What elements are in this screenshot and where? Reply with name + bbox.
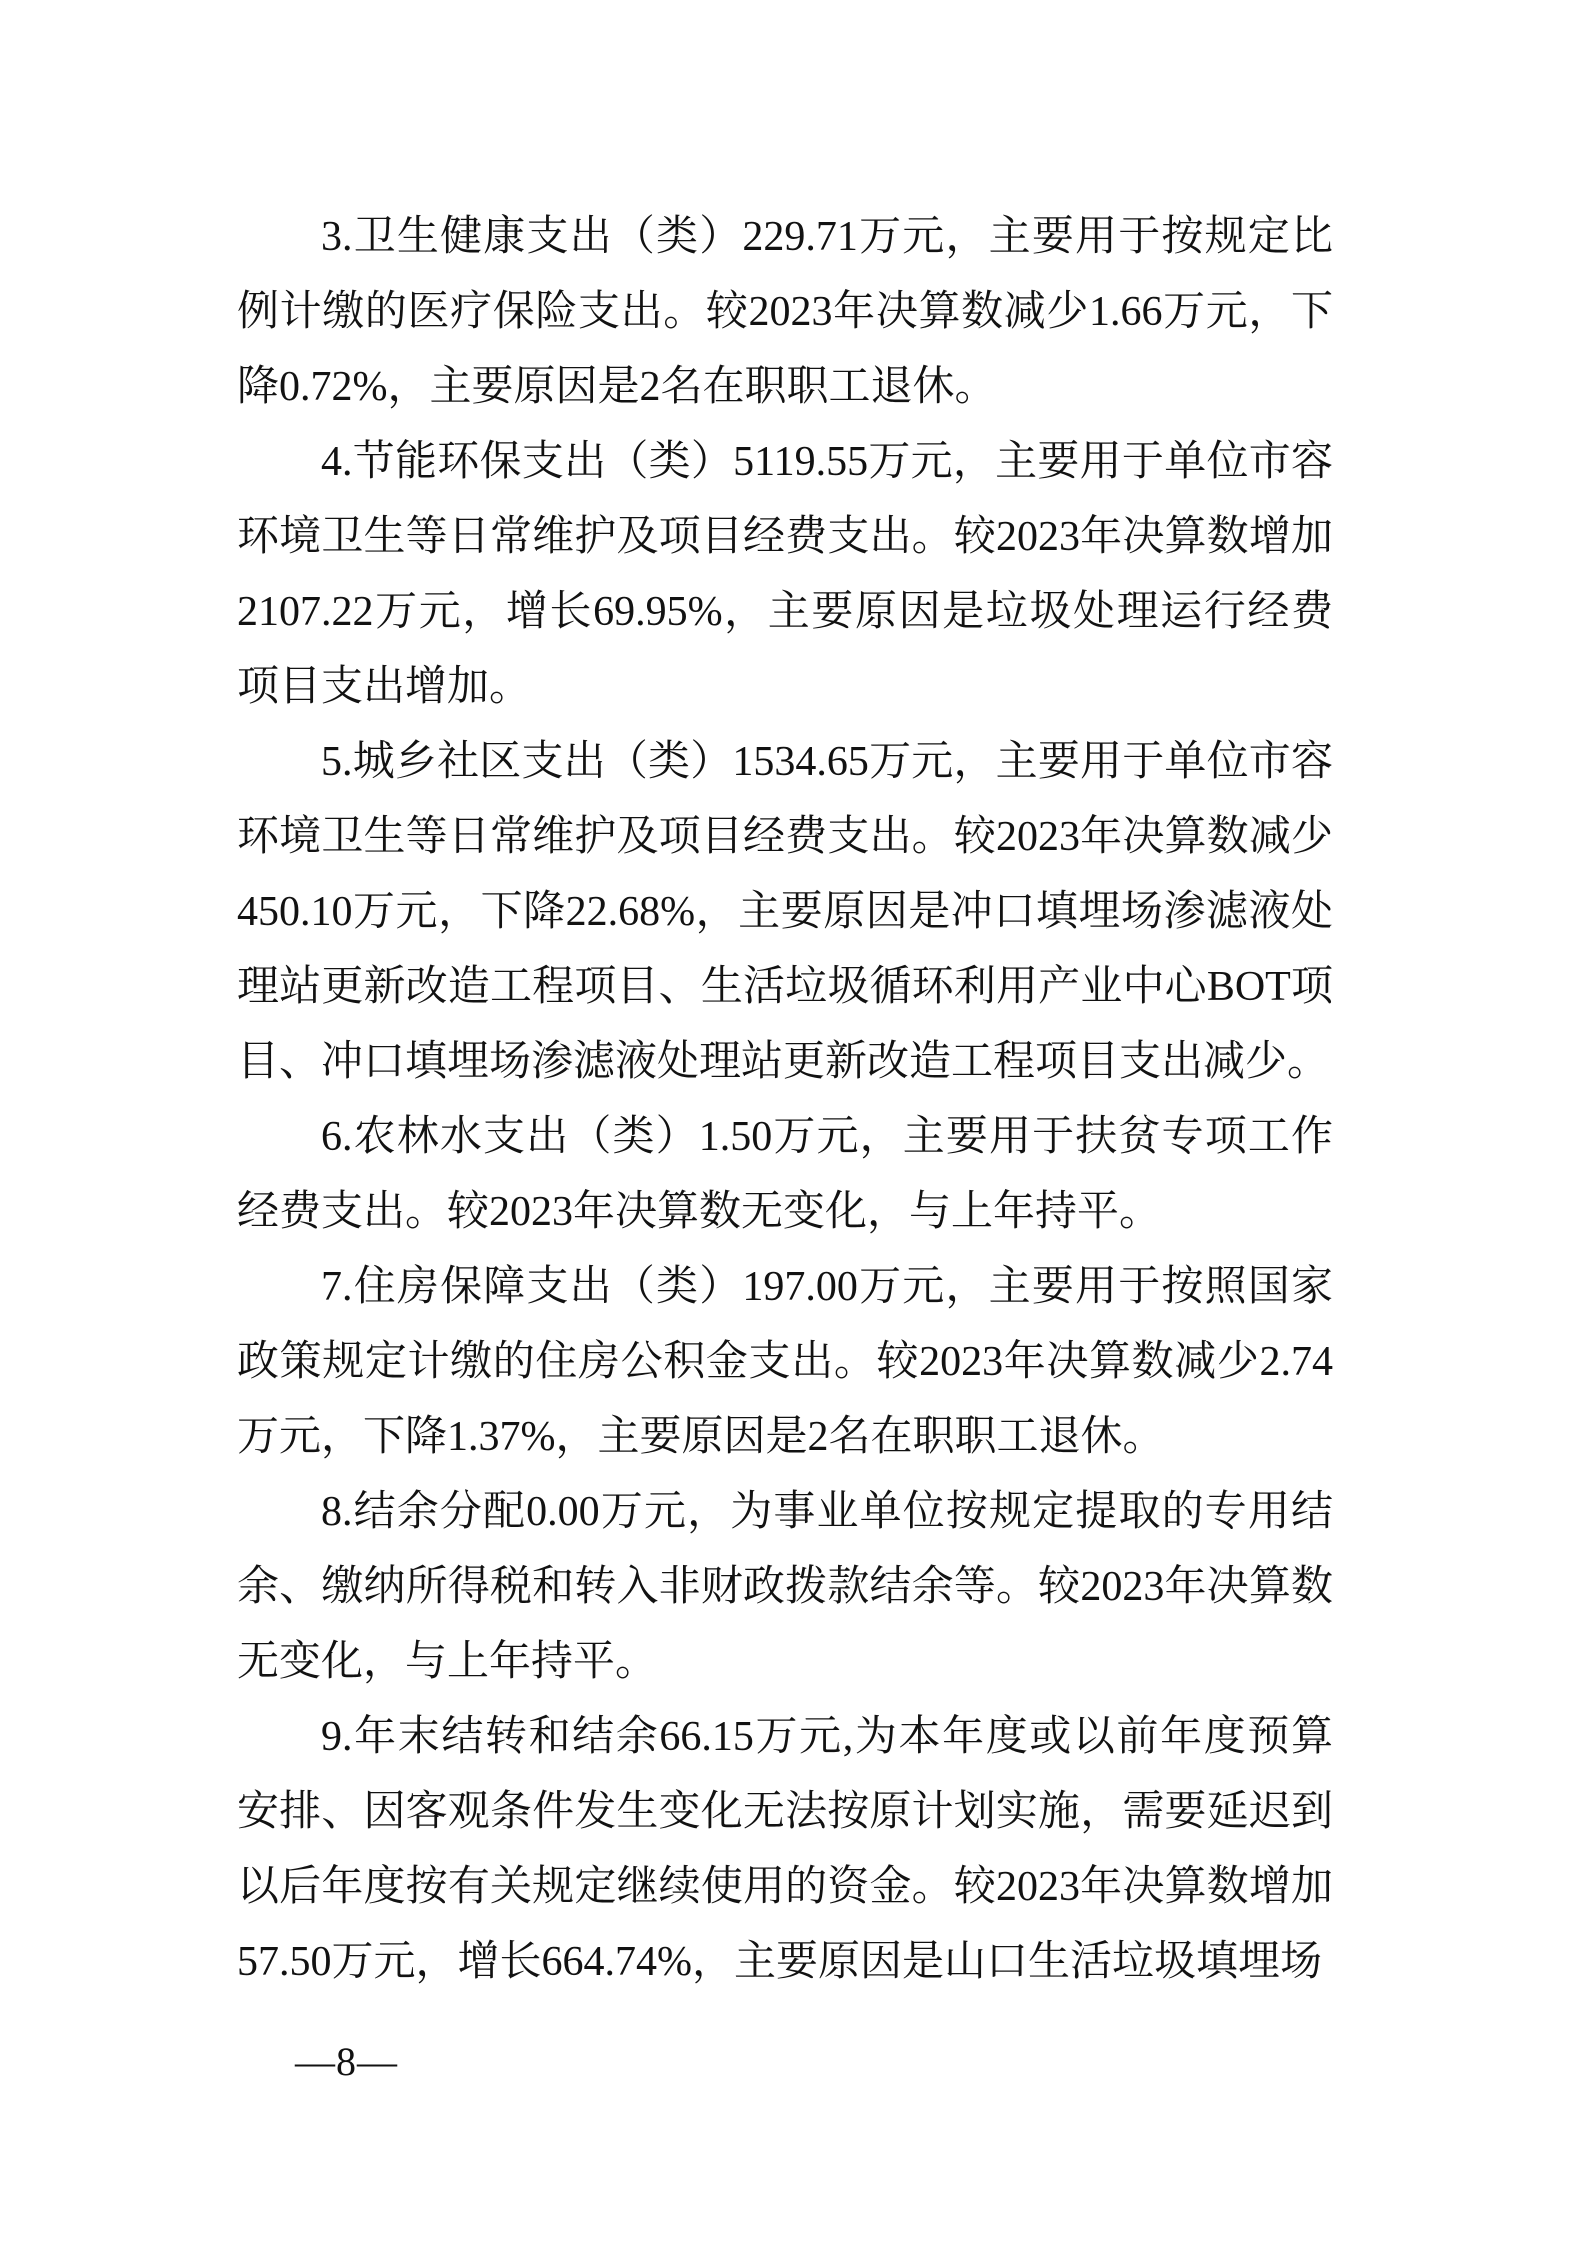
paragraph-housing-security-expenditure: 7.住房保障支出（类）197.00万元，主要用于按照国家政策规定计缴的住房公积金支出。较2023年决算数减少2.74万元，下降1.37%，主要原因是2名在职职工退休。 <box>237 1264 1333 1460</box>
paragraph-agriculture-forestry-water-expenditure: 6.农林水支出（类）1.50万元，主要用于扶贫专项工作经费支出。较2023年决算数无变化，与上年持平。 <box>237 1114 1333 1235</box>
document-body <box>237 200 1333 2000</box>
page-number: —8— <box>295 2039 398 2084</box>
paragraph-energy-conservation-expenditure: 4.节能环保支出（类）5119.55万元，主要用于单位市容环境卫生等日常维护及项目经费支出。较2023年决算数增加2107.22万元，增长69.95%，主要原因是垃圾处理运行经费项目支出增加。 <box>237 439 1333 710</box>
paragraph-urban-rural-community-expenditure: 5.城乡社区支出（类）1534.65万元，主要用于单位市容环境卫生等日常维护及项目经费支出。较2023年决算数减少450.10万元，下降22.68%，主要原因是冲口填埋场渗滤液处理站更新改造工程项目、生活垃圾循环利用产业中心BOT项目、冲口填埋场渗滤液处理站更新改造工程项目支出减少。 <box>237 739 1333 1085</box>
paragraph-health-expenditure: 3.卫生健康支出（类）229.71万元，主要用于按规定比例计缴的医疗保险支出。较2023年决算数减少1.66万元，下降0.72%，主要原因是2名在职职工退休。 <box>237 214 1333 410</box>
paragraph-surplus-distribution: 8.结余分配0.00万元，为事业单位按规定提取的专用结余、缴纳所得税和转入非财政拨款结余等。较2023年决算数无变化，与上年持平。 <box>237 1489 1333 1685</box>
paragraph-year-end-carryover-surplus: 9.年末结转和结余66.15万元,为本年度或以前年度预算安排、因客观条件发生变化无法按原计划实施，需要延迟到以后年度按有关规定继续使用的资金。较2023年决算数增加57.50万元，增长664.74%，主要原因是山口生活垃圾填埋场 <box>237 1714 1333 1985</box>
